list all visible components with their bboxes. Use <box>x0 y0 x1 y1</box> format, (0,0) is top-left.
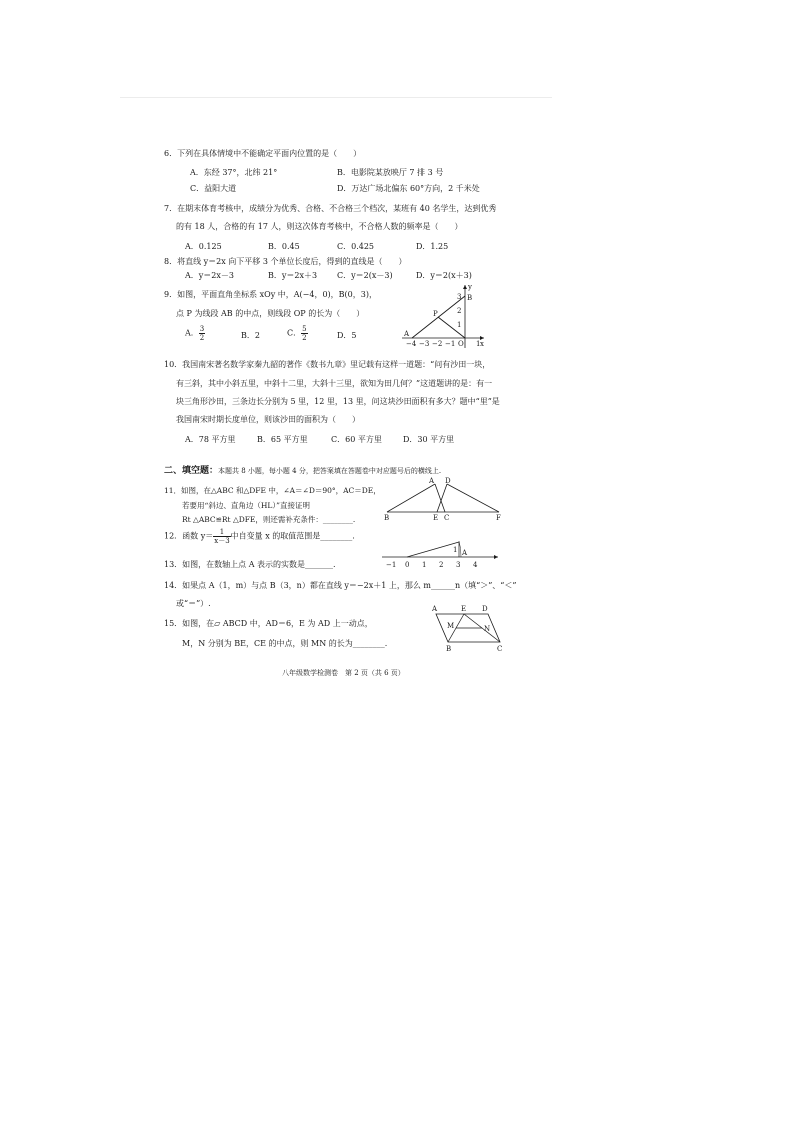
q15-line2: M，N 分别为 BE，CE 的中点，则 MN 的长为________. <box>182 639 388 648</box>
fraction: $\frac{1}{x-3}$ <box>214 528 230 545</box>
q15-parallelogram-figure <box>430 600 508 654</box>
tick-x: −3 <box>419 340 430 348</box>
tick-x: −1 <box>445 340 456 348</box>
tick-x: −4 <box>406 340 417 348</box>
q6-option-a: A．东经 37°，北纬 21° <box>190 168 278 177</box>
q10-line4: 我国南宋时期长度单位，则该沙田的面积为（ ） <box>176 415 360 424</box>
q9-coordinate-figure <box>400 283 485 349</box>
q8-option-b: B．y＝2x＋3 <box>268 271 318 280</box>
point-d-label: D <box>445 477 451 485</box>
q10-option-a: A．78 平方里 <box>185 435 236 444</box>
q10-option-d: D．30 平方里 <box>403 435 455 444</box>
tick-label: 3 <box>456 561 461 569</box>
point-a-label: A <box>429 477 435 485</box>
q8-option-d: D．y＝2(x＋3) <box>416 271 472 280</box>
q6-option-d: D．万达广场北偏东 60°方向，2 千米处 <box>337 184 480 193</box>
q13-number-line-figure <box>380 537 500 571</box>
tick-label: 1 <box>422 561 427 569</box>
unit-label: 1 <box>453 546 458 554</box>
section-2-title: 二、填空题： <box>164 466 219 476</box>
tick-label: 0 <box>405 561 410 569</box>
q9-option-b: B．2 <box>241 331 260 340</box>
tick-y: 2 <box>457 307 462 315</box>
point-p-label: P <box>433 310 438 318</box>
tick-label: −1 <box>386 561 397 569</box>
page-footer: 八年级数学检测卷 第 2 页（共 6 页） <box>282 669 405 677</box>
point-c-label: C <box>444 514 450 522</box>
q7-line2: 的有 18 人，合格的有 17 人，则这次体育考核中，不合格人数的频率是（ ） <box>176 222 463 231</box>
tick-y: 3 <box>457 293 462 301</box>
q8-option-a: A．y＝2x－3 <box>185 271 234 280</box>
q13-stem: 13．如图，在数轴上点 A 表示的实数是_______. <box>164 560 336 569</box>
point-d-label: D <box>482 605 488 613</box>
q8-stem: 8．将直线 y＝2x 向下平移 3 个单位长度后，得到的直线是（ ） <box>164 257 407 266</box>
tick-x: 1 <box>476 340 481 348</box>
q10-line2: 有三斜，其中小斜五里，中斜十二里，大斜十三里，欲知为田几何？”这道题讲的是：有一 <box>176 379 493 388</box>
q7-option-d: D．1.25 <box>416 242 449 251</box>
tick-label: 2 <box>439 561 444 569</box>
point-a-label: A <box>432 605 438 613</box>
q14-line1: 14．如果点 A（1，m）与点 B（3，n）都在直线 y＝−2x＋1 上，那么 m______n（填“＞”、“＜” <box>164 581 517 590</box>
point-b-label: B <box>467 294 473 302</box>
q7-line1: 7．在期末体育考核中，成绩分为优秀、合格、不合格三个档次，某班有 40 名学生，达到优秀 <box>164 204 497 213</box>
q9-line2: 点 P 为线段 AB 的中点，则线段 OP 的长为（ ） <box>176 309 365 318</box>
q7-option-a: A．0.125 <box>185 242 222 251</box>
q12-line: 12．函数 y＝ $\frac{1}{x-3}$ 中自变量 x 的取值范围是________. <box>164 528 355 545</box>
q10-line3: 块三角形沙田，三条边长分别为 5 里，12 里，13 里，问这块沙田面积有多大？题中“里”是 <box>176 397 500 406</box>
q9-line1: 9．如图，平面直角坐标系 xOy 中，A(−4，0)，B(0，3)， <box>164 290 377 299</box>
tick-label: 4 <box>473 561 478 569</box>
q9-option-c: C． $\frac{5}{2}$ <box>287 325 307 342</box>
point-c-label: C <box>497 645 503 653</box>
point-e-label: E <box>461 605 467 613</box>
q10-option-c: C．60 平方里 <box>331 435 382 444</box>
fraction: $\frac{5}{2}$ <box>302 325 307 342</box>
fraction: $\frac{3}{2}$ <box>199 325 205 342</box>
q11-line2: 若要用“斜边、直角边（HL）”直接证明 <box>182 501 310 510</box>
q9-option-d: D．5 <box>337 331 357 340</box>
q7-option-b: B．0.45 <box>268 242 300 251</box>
q6-option-b: B．电影院某放映厅 7 排 3 号 <box>337 168 444 177</box>
y-axis-label: y <box>468 283 472 291</box>
tick-y: 1 <box>457 321 462 329</box>
q9-option-a: A． $\frac{3}{2}$ <box>185 325 205 342</box>
point-b-label: B <box>446 645 452 653</box>
section-2-description: 本题共 8 小题，每小题 4 分，把答案填在答题卷中对应题号后的横线上. <box>218 467 442 475</box>
q10-line1: 10．我国南宋著名数学家秦九韶的著作《数书九章》里记载有这样一道题：“问有沙田一块， <box>164 360 491 369</box>
q7-option-c: C．0.425 <box>337 242 375 251</box>
point-e-label: E <box>433 514 439 522</box>
point-m-label: M <box>447 622 455 630</box>
q11-triangles-figure <box>383 476 503 522</box>
q11-line1: 11．如图，在△ABC 和△DFE 中，∠A＝∠D＝90°，AC＝DE， <box>164 486 381 495</box>
tick-x: −2 <box>432 340 443 348</box>
q6-option-c: C．益阳大道 <box>190 184 237 193</box>
q11-line3: Rt △ABC≌Rt △DFE，则还需补充条件：________. <box>182 515 356 524</box>
q14-line2: 或“＝”）. <box>176 599 211 608</box>
q15-line1: 15．如图，在▱ ABCD 中，AD＝6，E 为 AD 上一动点， <box>164 619 373 628</box>
point-n-label: N <box>484 625 491 633</box>
q10-option-b: B．65 平方里 <box>257 435 308 444</box>
q8-option-c: C．y＝2(x－3) <box>337 271 393 280</box>
point-a-label: A <box>404 330 410 338</box>
q6-stem: 6．下列在具体情境中不能确定平面内位置的是（ ） <box>164 149 362 158</box>
point-f-label: F <box>496 514 501 522</box>
header-rule <box>120 97 552 98</box>
x-axis-label: x <box>480 340 484 348</box>
origin-label: O <box>458 340 464 348</box>
point-b-label: B <box>384 514 390 522</box>
point-a-label: A <box>462 549 468 557</box>
